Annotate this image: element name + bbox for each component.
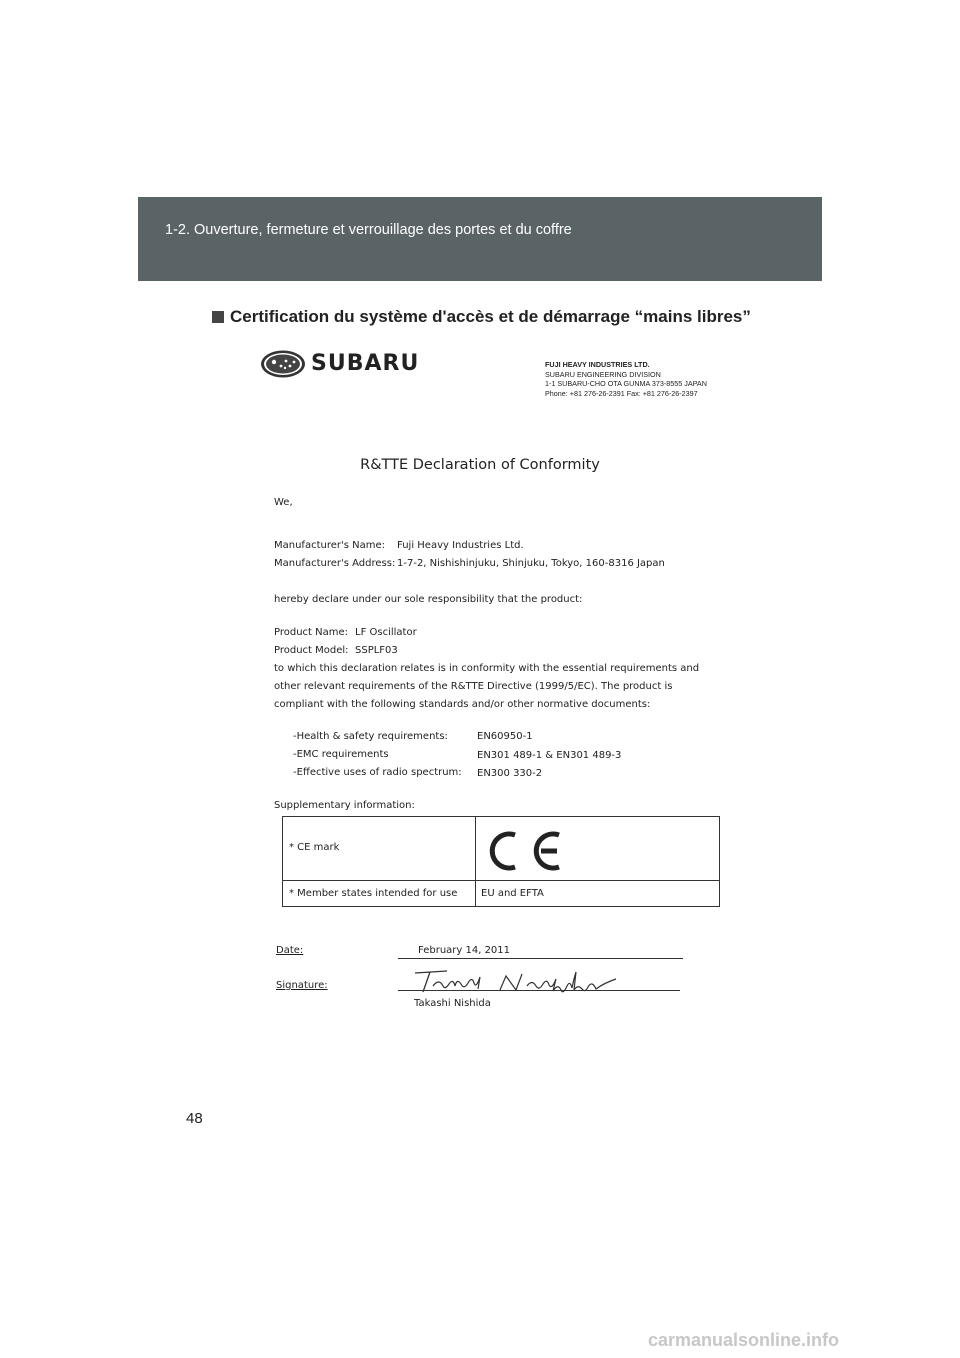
we-text: We, [274, 497, 293, 508]
company-line: FUJI HEAVY INDUSTRIES LTD. [545, 360, 650, 369]
square-bullet-icon [212, 311, 224, 323]
member-states-label: * Member states intended for use [289, 888, 458, 899]
page-number: 48 [186, 1110, 203, 1127]
conformity-line: to which this declaration relates is in conformity with the essential requirements and [274, 663, 700, 674]
conformity-line: other relevant requirements of the R&TTE Directive (1999/5/EC). The product is [274, 681, 673, 692]
date-value: February 14, 2011 [418, 945, 511, 956]
company-line: SUBARU ENGINEERING DIVISION [545, 369, 661, 379]
table-divider-vertical [475, 817, 476, 906]
chapter-title: 1-2. Ouverture, fermeture et verrouillage des portes et du coffre [165, 222, 572, 238]
subaru-logo-text: SUBARU [311, 351, 420, 376]
company-line: Phone: +81 276-26-2391 Fax: +81 276-26-2397 [545, 388, 698, 398]
manufacturer-name-value: Fuji Heavy Industries Ltd. [397, 540, 524, 551]
section-title-text: Certification du système d'accès et de démarrage “mains libres” [230, 307, 751, 326]
table-divider-horizontal [283, 880, 719, 881]
member-states-value: EU and EFTA [481, 888, 544, 899]
standard-label: -Health & safety requirements: [293, 731, 448, 742]
signatory-name: Takashi Nishida [414, 998, 491, 1009]
section-title [212, 307, 751, 327]
chapter-header [138, 197, 822, 281]
date-label: Date: [276, 945, 304, 956]
standard-label: -EMC requirements [293, 749, 389, 760]
manufacturer-address-label: Manufacturer's Address: [274, 558, 396, 569]
date-line [398, 958, 683, 959]
watermark-text: carmanualsonline.info [648, 1330, 840, 1350]
product-model-label: Product Model: [274, 645, 349, 656]
standard-value: EN60950-1 [477, 731, 533, 742]
subaru-emblem-icon [260, 349, 306, 379]
ce-mark-icon [489, 829, 569, 873]
signature-label: Signature: [276, 980, 328, 991]
company-line: 1-1 SUBARU-CHO OTA GUNMA 373-8555 JAPAN [545, 379, 707, 389]
standard-value: EN300 330-2 [477, 768, 543, 779]
standard-label: -Effective uses of radio spectrum: [293, 767, 462, 778]
manufacturer-address-value: 1-7-2, Nishishinjuku, Shinjuku, Tokyo, 160-8316 Japan [397, 558, 665, 569]
handwritten-signature-icon [405, 968, 635, 996]
supplementary-label: Supplementary information: [274, 800, 415, 811]
company-address-block [545, 360, 707, 398]
supplementary-table [282, 816, 720, 907]
hereby-text: hereby declare under our sole responsibility that the product: [274, 594, 583, 605]
signature-line [398, 990, 680, 991]
product-name-label: Product Name: [274, 627, 349, 638]
declaration-title: R&TTE Declaration of Conformity [360, 457, 600, 473]
product-name-value: LF Oscillator [355, 627, 417, 638]
product-model-value: SSPLF03 [355, 645, 398, 656]
ce-mark-label: * CE mark [289, 842, 340, 853]
conformity-line: compliant with the following standards and/or other normative documents: [274, 699, 651, 710]
standard-value: EN301 489-1 & EN301 489-3 [477, 750, 622, 761]
manufacturer-name-label: Manufacturer's Name: [274, 540, 386, 551]
